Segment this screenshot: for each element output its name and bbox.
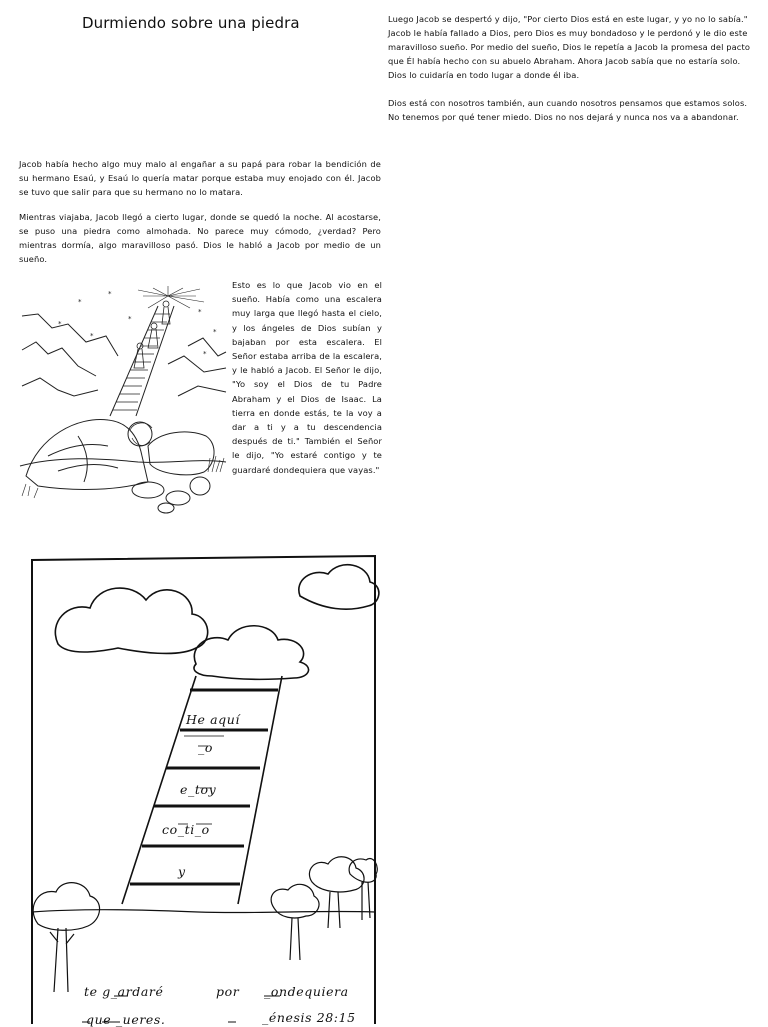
tree-left — [33, 883, 99, 992]
story-paragraph-god-with-us: Dios está con nosotros también, aun cuando nosotros pensamos que estamos solos. No tenemos por qué tener miedo. Dios no nos dejará y nunca nos va a abandonar. — [388, 98, 748, 122]
story-paragraph-jacob-wakes: Luego Jacob se despertó y dijo, "Por cierto Dios está en este lugar, y yo no lo sabía." Jacob le había fallado a Dios, pero Dios es muy bondadoso y le perdonó y le dio este maravilloso sueño. Por medio del sueño, Dios le repetía a Jacob la promesa del pacto que Él había hecho con su abuelo Abraham. Ahora Jacob sabía que no estaría solo. Dios lo cuidaría en todo lugar a donde él iba. — [388, 14, 751, 80]
svg-text:*: * — [128, 315, 132, 323]
jacob-dream-illustration — [18, 286, 228, 514]
svg-text:*: * — [78, 298, 82, 306]
svg-text:*: * — [108, 290, 112, 298]
verse-reference: _énesis 28:15 — [262, 1010, 356, 1025]
verse-line-1b: por — [216, 984, 240, 999]
stones — [132, 432, 214, 513]
rung-text-4: co_ti_o — [162, 822, 210, 837]
svg-text:*: * — [203, 350, 207, 358]
rung-text-2: _o — [198, 740, 213, 755]
tree-middle — [271, 884, 319, 960]
cloud-top-of-ladder — [194, 626, 309, 680]
verse-line-2a: que _ueres. — [86, 1012, 166, 1027]
page-title: Durmiendo sobre una piedra — [82, 14, 300, 32]
ground — [20, 459, 226, 466]
heaven-light-rays — [138, 286, 204, 308]
story-paragraph-stone-pillow: Mientras viajaba, Jacob llegó a cierto lugar, donde se quedó la noche. Al acostarse, se puso una piedra como almohada. No parece muy cómodo, ¿verdad? Pero mientras dormía, algo maravilloso pasó. Dios le habló a Jacob por medio de un sueño. — [19, 212, 381, 264]
svg-text:*: * — [58, 320, 62, 328]
story-paragraph-jacob-flees: Jacob había hecho algo muy malo al engañar a su papá para robar la bendición de su hermano Esaú, y Esaú lo quería matar porque estaba muy enojado con él. Jacob se tuvo que salir para que su hermano no lo matara. — [19, 159, 381, 197]
rung-text-3: e_toy — [180, 782, 217, 797]
rung-text-1: He aquí — [186, 712, 240, 727]
svg-text:*: * — [90, 332, 94, 340]
sleeping-jacob — [26, 419, 152, 489]
rung-text-5: y — [178, 864, 186, 879]
ladder-activity-sheet — [28, 552, 380, 1027]
story-paragraph-the-dream: Esto es lo que Jacob vio en el sueño. Había como una escalera muy larga que llegó hasta el cielo, y los ángeles de Dios subían y bajaban por esta escalera. El Señor estaba arriba de la escalera, y le habló a Jacob. El Señor le dijo, "Yo soy el Dios de tu Padre Abraham y el Dios de Isaac. La tierra en donde estás, te la voy a dar a ti y a tu descendencia después de ti." También el Señor le dijo, "Yo estaré contigo y te guardaré dondequiera que vayas." — [232, 280, 382, 475]
ladder-to-heaven — [110, 306, 174, 416]
verse-line-1a: te g_ardaré — [84, 984, 164, 999]
cloud-left — [55, 588, 207, 653]
verse-line-1c: _ondequiera — [264, 984, 349, 999]
svg-text:*: * — [213, 328, 217, 336]
mountains — [22, 314, 226, 356]
grass — [22, 456, 224, 498]
cloud-right — [299, 565, 379, 609]
hills — [32, 910, 375, 913]
tree-right-group — [309, 857, 377, 928]
svg-text:*: * — [198, 308, 202, 316]
